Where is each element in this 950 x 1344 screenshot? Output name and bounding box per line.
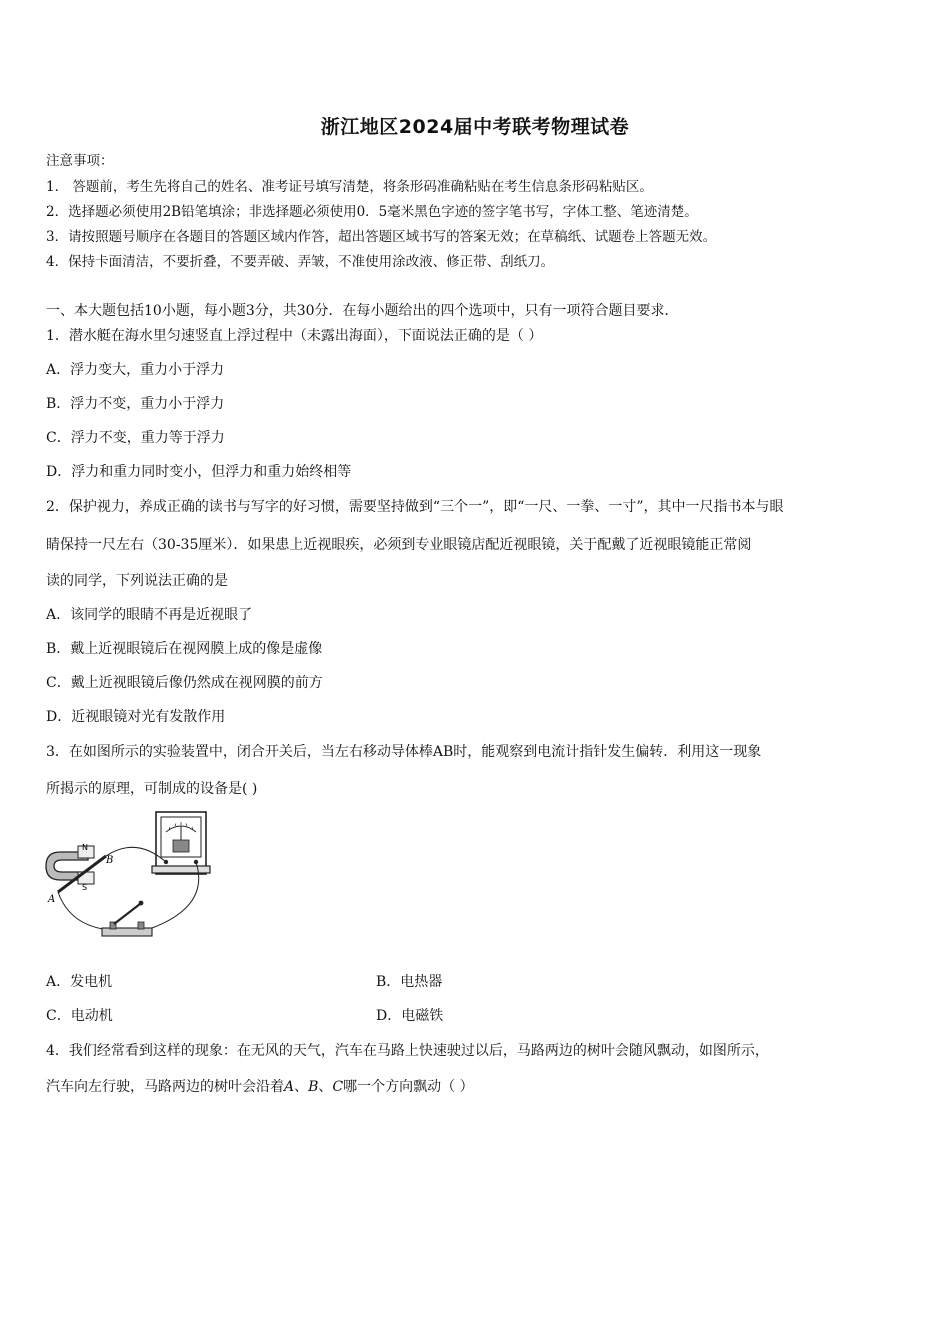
q1-option-a: A．浮力变大，重力小于浮力 xyxy=(46,362,225,378)
q3-option-a: A．发电机 xyxy=(46,974,113,990)
knife-switch-icon xyxy=(102,901,152,936)
magnet-n-label: N xyxy=(82,843,88,852)
q4-stem-tail: 哪一个方向飘动（ ） xyxy=(343,1079,474,1095)
q3-stem-line-1: 3．在如图所示的实验装置中，闭合开关后，当左右移动导体棒AB时，能观察到电流计指针发生偏转．利用这一现象 xyxy=(46,744,762,760)
q4-var-a: A xyxy=(284,1079,295,1095)
q4-stem-line-2-text: 汽车向左行驶，马路两边的树叶会沿着 xyxy=(46,1079,284,1095)
section-instruction: 一、本大题包括10小题，每小题3分，共30分．在每小题给出的四个选项中，只有一项符合题目要求． xyxy=(46,303,679,319)
q2-option-c: C．戴上近视眼镜后像仍然成在视网膜的前方 xyxy=(46,675,323,691)
q4-sep-2: 、 xyxy=(318,1079,333,1095)
q2-option-d: D．近视眼镜对光有发散作用 xyxy=(46,709,226,725)
q3-option-c: C．电动机 xyxy=(46,1008,113,1024)
q1-option-d: D．浮力和重力同时变小，但浮力和重力始终相等 xyxy=(46,464,352,480)
magnet-s-label: S xyxy=(82,883,88,892)
notice-item-2: 2．选择题必须使用2B铅笔填涂；非选择题必须使用0．5毫米黑色字迹的签字笔书写，字体工整、笔迹清楚。 xyxy=(46,204,698,220)
electromagnetic-induction-figure xyxy=(40,806,220,946)
q3-stem-line-2: 所揭示的原理，可制成的设备是( ) xyxy=(46,781,258,797)
q4-var-b: B xyxy=(308,1079,319,1095)
q2-stem-line-1: 2．保护视力，养成正确的读书与写字的好习惯，需要坚持做到“三个一”，即“一尺、一拳、一寸”，其中一尺指书本与眼 xyxy=(46,499,784,515)
notice-heading: 注意事项： xyxy=(46,153,114,169)
q1-option-b: B．浮力不变，重力小于浮力 xyxy=(46,396,225,412)
galvanometer-icon xyxy=(152,812,210,874)
q2-option-b: B．戴上近视眼镜后在视网膜上成的像是虚像 xyxy=(46,641,323,657)
rod-label-b: B xyxy=(106,855,114,866)
notice-item-3: 3．请按照题号顺序在各题目的答题区域内作答，超出答题区域书写的答案无效；在草稿纸、试题卷上答题无效。 xyxy=(46,229,717,245)
q3-option-d: D．电磁铁 xyxy=(376,1008,444,1024)
notice-item-1: 1． 答题前，考生先将自己的姓名、准考证号填写清楚，将条形码准确粘贴在考生信息条形码粘贴区。 xyxy=(46,179,653,195)
rod-label-a: A xyxy=(48,894,56,905)
q2-stem-line-3: 读的同学，下列说法正确的是 xyxy=(46,573,228,589)
wire-bottom-left xyxy=(58,892,110,930)
notice-item-4: 4．保持卡面清洁，不要折叠，不要弄破、弄皱，不准使用涂改液、修正带、刮纸刀。 xyxy=(46,254,555,270)
q2-option-a: A．该同学的眼睛不再是近视眼了 xyxy=(46,607,253,623)
page-title: 浙江地区2024届中考联考物理试卷 xyxy=(320,116,630,138)
q3-option-b: B．电热器 xyxy=(376,974,443,990)
q2-stem-line-2: 睛保持一尺左右（30-35厘米）．如果患上近视眼疾，必须到专业眼镜店配近视眼镜，关于配戴了近视眼镜能正常阅 xyxy=(46,537,752,553)
q4-stem-line-2 xyxy=(46,1078,474,1096)
q1-option-c: C．浮力不变，重力等于浮力 xyxy=(46,430,225,446)
q4-sep-1: 、 xyxy=(294,1079,309,1095)
q1-stem: 1．潜水艇在海水里匀速竖直上浮过程中（未露出海面），下面说法正确的是（ ） xyxy=(46,328,543,344)
q4-stem-line-1: 4．我们经常看到这样的现象：在无风的天气，汽车在马路上快速驶过以后，马路两边的树叶会随风飘动，如图所示， xyxy=(46,1043,769,1059)
q4-var-c: C xyxy=(332,1079,344,1095)
